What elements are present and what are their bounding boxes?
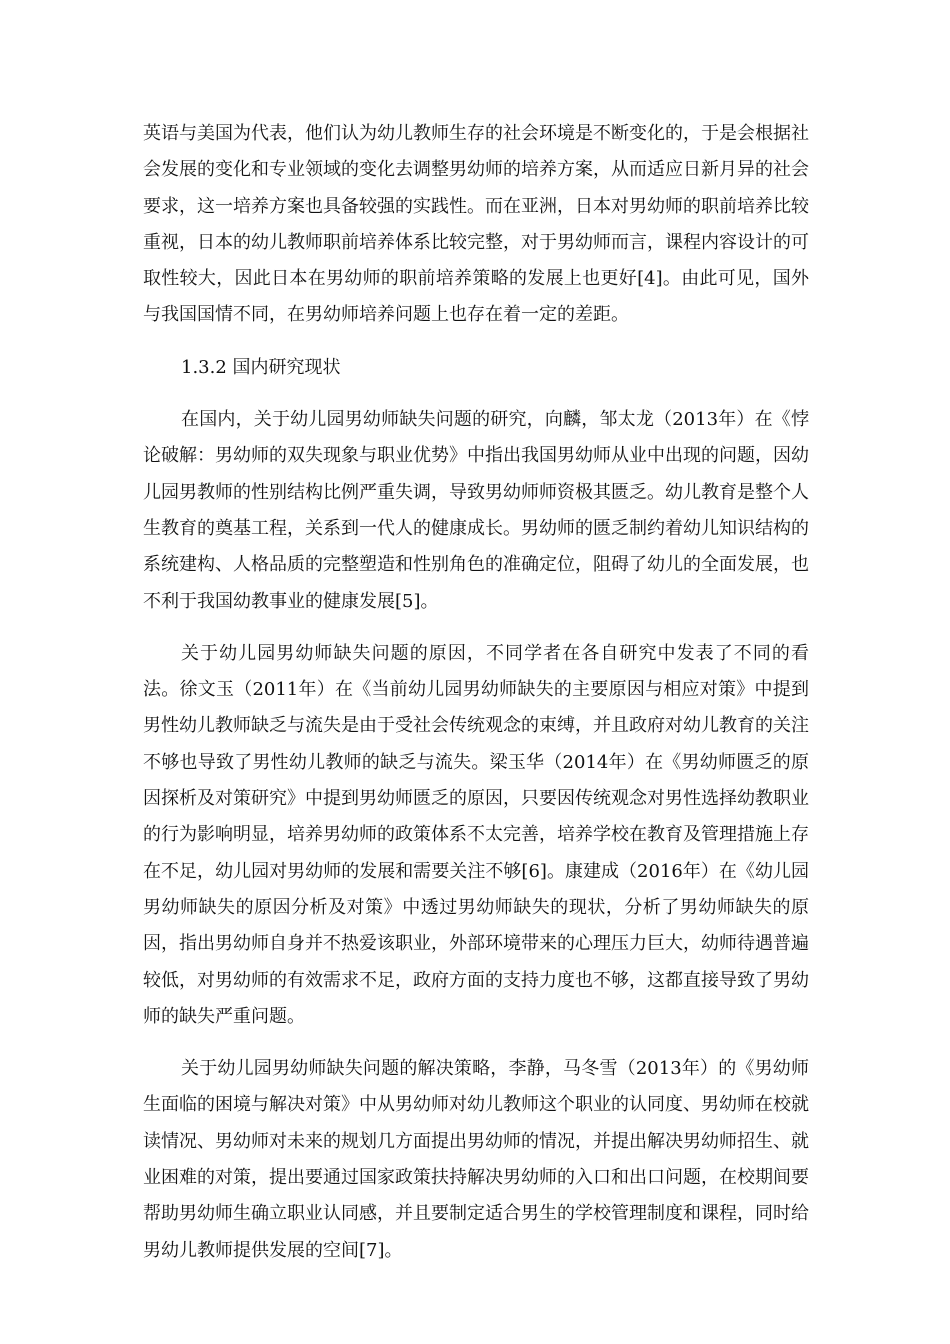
paragraph-causes: 关于幼儿园男幼师缺失问题的原因，不同学者在各自研究中发表了不同的看法。徐文玉（2011年）在《当前幼儿园男幼师缺失的主要原因与相应对策》中提到男性幼儿教师缺乏与流失是由于受社会传统观念的束缚，并且政府对幼儿教育的关注不够也导致了男性幼儿教师的缺乏与流失。梁玉华（2014年）在《男幼师匮乏的原因探析及对策研究》中提到男幼师匮乏的原因，只要因传统观念对男性选择幼教职业的行为影响明显，培养男幼师的政策体系不太完善，培养学校在教育及管理措施上存在不足，幼儿园对男幼师的发展和需要关注不够[6]。康建成（2016年）在《幼儿园男幼师缺失的原因分析及对策》中透过男幼师缺失的现状，分析了男幼师缺失的原因，指出男幼师自身并不热爱该职业，外部环境带来的心理压力巨大，幼师待遇普遍较低，对男幼师的有效需求不足，政府方面的支持力度也不够，这都直接导致了男幼师的缺失严重问题。 <box>143 642 809 1027</box>
paragraph-foreign-research-continued: 英语与美国为代表，他们认为幼儿教师生存的社会环境是不断变化的，于是会根据社会发展的变化和专业领域的变化去调整男幼师的培养方案，从而适应日新月异的社会要求，这一培养方案也具备较强的实践性。而在亚洲，日本对男幼师的职前培养比较重视，日本的幼儿教师职前培养体系比较完整，对于男幼师而言，课程内容设计的可取性较大，因此日本在男幼师的职前培养策略的发展上也更好[4]。由此可见，国外与我国国情不同，在男幼师培养问题上也存在着一定的差距。 <box>143 123 809 326</box>
section-heading-domestic-research: 1.3.2 国内研究现状 <box>181 356 341 378</box>
paragraph-domestic-research-intro: 在国内，关于幼儿园男幼师缺失问题的研究，向麟，邹太龙（2013年）在《悖论破解：男幼师的双失现象与职业优势》中指出我国男幼师从业中出现的问题，因幼儿园男教师的性别结构比例严重失调，导致男幼师师资极其匮乏。幼儿教育是整个人生教育的奠基工程，关系到一代人的健康成长。男幼师的匮乏制约着幼儿知识结构的系统建构、人格品质的完整塑造和性别角色的准确定位，阻碍了幼儿的全面发展，也不利于我国幼教事业的健康发展[5]。 <box>143 409 809 612</box>
paragraph-solutions: 关于幼儿园男幼师缺失问题的解决策略，李静，马冬雪（2013年）的《男幼师生面临的困境与解决对策》中从男幼师对幼儿教师这个职业的认同度、男幼师在校就读情况、男幼师对未来的规划几方面提出男幼师的情况，并提出解决男幼师招生、就业困难的对策，提出要通过国家政策扶持解决男幼师的入口和出口问题，在校期间要帮助男幼师生确立职业认同感，并且要制定适合男生的学校管理制度和课程，同时给男幼儿教师提供发展的空间[7]。 <box>143 1058 809 1261</box>
document-page <box>143 116 809 1285</box>
